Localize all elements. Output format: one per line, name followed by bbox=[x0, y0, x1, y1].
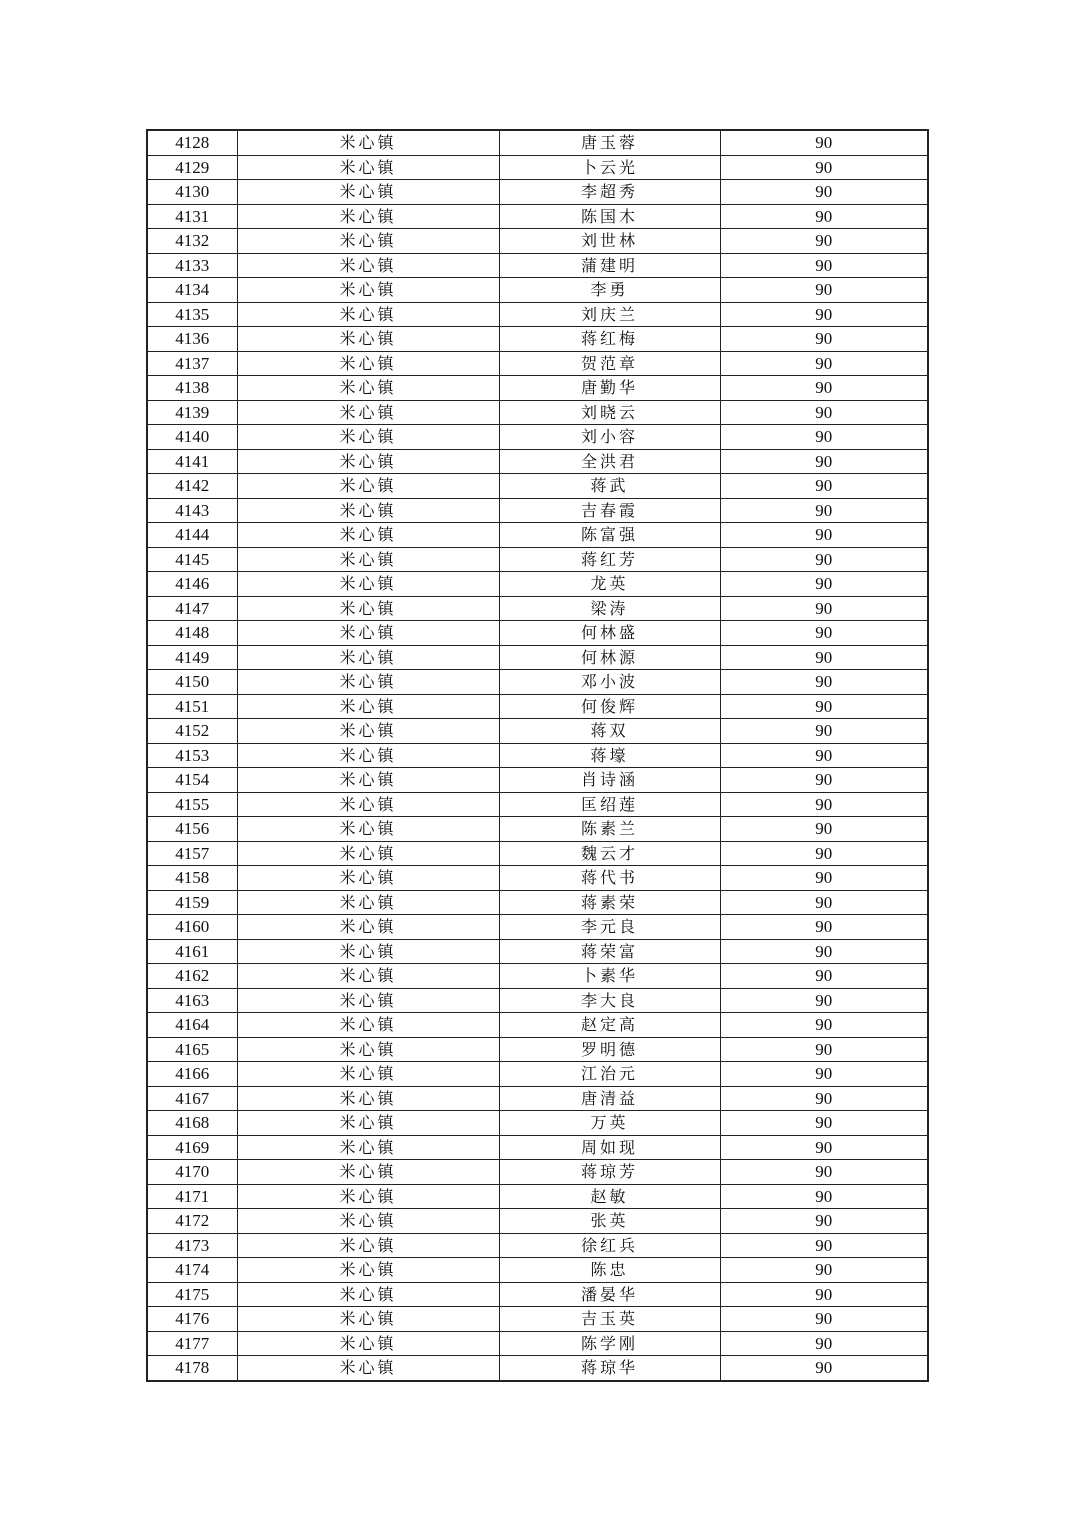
table-row bbox=[147, 376, 928, 401]
town-cell: 米心镇 bbox=[237, 596, 499, 621]
score-cell: 90 bbox=[720, 866, 928, 891]
table-row bbox=[147, 1013, 928, 1038]
town-cell: 米心镇 bbox=[237, 1062, 499, 1087]
row-number-cell: 4170 bbox=[147, 1160, 237, 1185]
person-name-cell: 刘世林 bbox=[499, 229, 720, 254]
person-name-cell: 蒲建明 bbox=[499, 253, 720, 278]
table-row bbox=[147, 498, 928, 523]
roster-table-body bbox=[147, 130, 928, 1381]
town-cell: 米心镇 bbox=[237, 817, 499, 842]
table-row bbox=[147, 1356, 928, 1381]
row-number-cell: 4156 bbox=[147, 817, 237, 842]
row-number-cell: 4146 bbox=[147, 572, 237, 597]
person-name-cell: 刘晓云 bbox=[499, 400, 720, 425]
score-cell: 90 bbox=[720, 572, 928, 597]
row-number-cell: 4149 bbox=[147, 645, 237, 670]
row-number-cell: 4128 bbox=[147, 130, 237, 155]
score-cell: 90 bbox=[720, 547, 928, 572]
table-row bbox=[147, 1209, 928, 1234]
table-row bbox=[147, 180, 928, 205]
table-row bbox=[147, 449, 928, 474]
row-number-cell: 4136 bbox=[147, 327, 237, 352]
person-name-cell: 赵敏 bbox=[499, 1184, 720, 1209]
score-cell: 90 bbox=[720, 939, 928, 964]
town-cell: 米心镇 bbox=[237, 988, 499, 1013]
row-number-cell: 4141 bbox=[147, 449, 237, 474]
score-cell: 90 bbox=[720, 400, 928, 425]
table-row bbox=[147, 302, 928, 327]
person-name-cell: 徐红兵 bbox=[499, 1233, 720, 1258]
town-cell: 米心镇 bbox=[237, 400, 499, 425]
person-name-cell: 吉玉英 bbox=[499, 1307, 720, 1332]
score-cell: 90 bbox=[720, 694, 928, 719]
person-name-cell: 何林源 bbox=[499, 645, 720, 670]
score-cell: 90 bbox=[720, 964, 928, 989]
town-cell: 米心镇 bbox=[237, 474, 499, 499]
score-cell: 90 bbox=[720, 1135, 928, 1160]
score-cell: 90 bbox=[720, 1062, 928, 1087]
row-number-cell: 4134 bbox=[147, 278, 237, 303]
row-number-cell: 4154 bbox=[147, 768, 237, 793]
table-row bbox=[147, 253, 928, 278]
table-row bbox=[147, 1258, 928, 1283]
person-name-cell: 蒋壕 bbox=[499, 743, 720, 768]
score-cell: 90 bbox=[720, 817, 928, 842]
table-row bbox=[147, 596, 928, 621]
row-number-cell: 4160 bbox=[147, 915, 237, 940]
table-row bbox=[147, 1111, 928, 1136]
row-number-cell: 4143 bbox=[147, 498, 237, 523]
score-cell: 90 bbox=[720, 743, 928, 768]
score-cell: 90 bbox=[720, 670, 928, 695]
score-cell: 90 bbox=[720, 155, 928, 180]
town-cell: 米心镇 bbox=[237, 792, 499, 817]
table-row bbox=[147, 866, 928, 891]
score-cell: 90 bbox=[720, 792, 928, 817]
person-name-cell: 匡绍莲 bbox=[499, 792, 720, 817]
row-number-cell: 4133 bbox=[147, 253, 237, 278]
person-name-cell: 蒋代书 bbox=[499, 866, 720, 891]
town-cell: 米心镇 bbox=[237, 841, 499, 866]
person-name-cell: 卜云光 bbox=[499, 155, 720, 180]
table-row bbox=[147, 1086, 928, 1111]
score-cell: 90 bbox=[720, 253, 928, 278]
town-cell: 米心镇 bbox=[237, 768, 499, 793]
row-number-cell: 4172 bbox=[147, 1209, 237, 1234]
person-name-cell: 陈学刚 bbox=[499, 1331, 720, 1356]
table-row bbox=[147, 939, 928, 964]
table-row bbox=[147, 1282, 928, 1307]
person-name-cell: 唐玉蓉 bbox=[499, 130, 720, 155]
person-name-cell: 万英 bbox=[499, 1111, 720, 1136]
person-name-cell: 陈忠 bbox=[499, 1258, 720, 1283]
town-cell: 米心镇 bbox=[237, 327, 499, 352]
score-cell: 90 bbox=[720, 1013, 928, 1038]
row-number-cell: 4173 bbox=[147, 1233, 237, 1258]
person-name-cell: 罗明德 bbox=[499, 1037, 720, 1062]
row-number-cell: 4167 bbox=[147, 1086, 237, 1111]
score-cell: 90 bbox=[720, 474, 928, 499]
row-number-cell: 4137 bbox=[147, 351, 237, 376]
score-cell: 90 bbox=[720, 596, 928, 621]
town-cell: 米心镇 bbox=[237, 449, 499, 474]
person-name-cell: 肖诗涵 bbox=[499, 768, 720, 793]
table-row bbox=[147, 327, 928, 352]
person-name-cell: 蒋武 bbox=[499, 474, 720, 499]
row-number-cell: 4168 bbox=[147, 1111, 237, 1136]
table-row bbox=[147, 547, 928, 572]
table-row bbox=[147, 1135, 928, 1160]
town-cell: 米心镇 bbox=[237, 1184, 499, 1209]
town-cell: 米心镇 bbox=[237, 866, 499, 891]
table-row bbox=[147, 743, 928, 768]
score-cell: 90 bbox=[720, 498, 928, 523]
person-name-cell: 蒋红梅 bbox=[499, 327, 720, 352]
row-number-cell: 4175 bbox=[147, 1282, 237, 1307]
row-number-cell: 4176 bbox=[147, 1307, 237, 1332]
town-cell: 米心镇 bbox=[237, 572, 499, 597]
score-cell: 90 bbox=[720, 130, 928, 155]
person-name-cell: 江治元 bbox=[499, 1062, 720, 1087]
row-number-cell: 4153 bbox=[147, 743, 237, 768]
row-number-cell: 4135 bbox=[147, 302, 237, 327]
row-number-cell: 4138 bbox=[147, 376, 237, 401]
score-cell: 90 bbox=[720, 1282, 928, 1307]
table-row bbox=[147, 1062, 928, 1087]
row-number-cell: 4159 bbox=[147, 890, 237, 915]
person-name-cell: 蒋琼华 bbox=[499, 1356, 720, 1381]
town-cell: 米心镇 bbox=[237, 743, 499, 768]
score-cell: 90 bbox=[720, 376, 928, 401]
table-row bbox=[147, 621, 928, 646]
score-cell: 90 bbox=[720, 278, 928, 303]
town-cell: 米心镇 bbox=[237, 1086, 499, 1111]
row-number-cell: 4164 bbox=[147, 1013, 237, 1038]
town-cell: 米心镇 bbox=[237, 890, 499, 915]
person-name-cell: 邓小波 bbox=[499, 670, 720, 695]
table-row bbox=[147, 400, 928, 425]
table-row bbox=[147, 204, 928, 229]
table-row bbox=[147, 792, 928, 817]
town-cell: 米心镇 bbox=[237, 376, 499, 401]
town-cell: 米心镇 bbox=[237, 1013, 499, 1038]
person-name-cell: 吉春霞 bbox=[499, 498, 720, 523]
table-row bbox=[147, 474, 928, 499]
row-number-cell: 4144 bbox=[147, 523, 237, 548]
row-number-cell: 4171 bbox=[147, 1184, 237, 1209]
score-cell: 90 bbox=[720, 1209, 928, 1234]
score-cell: 90 bbox=[720, 523, 928, 548]
table-row bbox=[147, 1184, 928, 1209]
score-cell: 90 bbox=[720, 1331, 928, 1356]
town-cell: 米心镇 bbox=[237, 621, 499, 646]
town-cell: 米心镇 bbox=[237, 1331, 499, 1356]
town-cell: 米心镇 bbox=[237, 302, 499, 327]
score-cell: 90 bbox=[720, 229, 928, 254]
person-name-cell: 蒋双 bbox=[499, 719, 720, 744]
table-row bbox=[147, 1037, 928, 1062]
person-name-cell: 唐勤华 bbox=[499, 376, 720, 401]
row-number-cell: 4130 bbox=[147, 180, 237, 205]
person-name-cell: 何俊辉 bbox=[499, 694, 720, 719]
row-number-cell: 4163 bbox=[147, 988, 237, 1013]
score-cell: 90 bbox=[720, 351, 928, 376]
person-name-cell: 梁涛 bbox=[499, 596, 720, 621]
town-cell: 米心镇 bbox=[237, 130, 499, 155]
table-row bbox=[147, 130, 928, 155]
score-cell: 90 bbox=[720, 1086, 928, 1111]
town-cell: 米心镇 bbox=[237, 1307, 499, 1332]
person-name-cell: 潘晏华 bbox=[499, 1282, 720, 1307]
person-name-cell: 李勇 bbox=[499, 278, 720, 303]
row-number-cell: 4147 bbox=[147, 596, 237, 621]
table-row bbox=[147, 278, 928, 303]
table-row bbox=[147, 1233, 928, 1258]
table-row bbox=[147, 1331, 928, 1356]
person-name-cell: 李超秀 bbox=[499, 180, 720, 205]
row-number-cell: 4162 bbox=[147, 964, 237, 989]
town-cell: 米心镇 bbox=[237, 180, 499, 205]
town-cell: 米心镇 bbox=[237, 278, 499, 303]
town-cell: 米心镇 bbox=[237, 1233, 499, 1258]
town-cell: 米心镇 bbox=[237, 425, 499, 450]
table-row bbox=[147, 964, 928, 989]
person-name-cell: 陈富强 bbox=[499, 523, 720, 548]
score-cell: 90 bbox=[720, 768, 928, 793]
town-cell: 米心镇 bbox=[237, 939, 499, 964]
town-cell: 米心镇 bbox=[237, 253, 499, 278]
table-row bbox=[147, 670, 928, 695]
person-name-cell: 蒋琼芳 bbox=[499, 1160, 720, 1185]
person-name-cell: 陈国木 bbox=[499, 204, 720, 229]
table-row bbox=[147, 694, 928, 719]
person-name-cell: 刘小容 bbox=[499, 425, 720, 450]
town-cell: 米心镇 bbox=[237, 694, 499, 719]
row-number-cell: 4139 bbox=[147, 400, 237, 425]
table-row bbox=[147, 817, 928, 842]
row-number-cell: 4145 bbox=[147, 547, 237, 572]
row-number-cell: 4174 bbox=[147, 1258, 237, 1283]
row-number-cell: 4161 bbox=[147, 939, 237, 964]
score-cell: 90 bbox=[720, 1160, 928, 1185]
table-row bbox=[147, 572, 928, 597]
table-row bbox=[147, 645, 928, 670]
person-name-cell: 卜素华 bbox=[499, 964, 720, 989]
town-cell: 米心镇 bbox=[237, 964, 499, 989]
score-cell: 90 bbox=[720, 645, 928, 670]
row-number-cell: 4157 bbox=[147, 841, 237, 866]
person-name-cell: 刘庆兰 bbox=[499, 302, 720, 327]
score-cell: 90 bbox=[720, 204, 928, 229]
score-cell: 90 bbox=[720, 327, 928, 352]
table-row bbox=[147, 1307, 928, 1332]
person-name-cell: 李元良 bbox=[499, 915, 720, 940]
person-name-cell: 全洪君 bbox=[499, 449, 720, 474]
row-number-cell: 4129 bbox=[147, 155, 237, 180]
row-number-cell: 4155 bbox=[147, 792, 237, 817]
person-name-cell: 龙英 bbox=[499, 572, 720, 597]
table-row bbox=[147, 425, 928, 450]
person-name-cell: 赵定高 bbox=[499, 1013, 720, 1038]
town-cell: 米心镇 bbox=[237, 1037, 499, 1062]
table-row bbox=[147, 155, 928, 180]
town-cell: 米心镇 bbox=[237, 1160, 499, 1185]
person-name-cell: 周如现 bbox=[499, 1135, 720, 1160]
row-number-cell: 4140 bbox=[147, 425, 237, 450]
score-cell: 90 bbox=[720, 1184, 928, 1209]
score-cell: 90 bbox=[720, 719, 928, 744]
roster-table bbox=[146, 129, 929, 1382]
person-name-cell: 蒋荣富 bbox=[499, 939, 720, 964]
table-row bbox=[147, 229, 928, 254]
row-number-cell: 4150 bbox=[147, 670, 237, 695]
score-cell: 90 bbox=[720, 915, 928, 940]
table-row bbox=[147, 988, 928, 1013]
score-cell: 90 bbox=[720, 302, 928, 327]
town-cell: 米心镇 bbox=[237, 1258, 499, 1283]
score-cell: 90 bbox=[720, 1258, 928, 1283]
row-number-cell: 4165 bbox=[147, 1037, 237, 1062]
row-number-cell: 4131 bbox=[147, 204, 237, 229]
table-row bbox=[147, 1160, 928, 1185]
town-cell: 米心镇 bbox=[237, 1111, 499, 1136]
row-number-cell: 4169 bbox=[147, 1135, 237, 1160]
table-row bbox=[147, 351, 928, 376]
row-number-cell: 4178 bbox=[147, 1356, 237, 1381]
row-number-cell: 4177 bbox=[147, 1331, 237, 1356]
score-cell: 90 bbox=[720, 890, 928, 915]
score-cell: 90 bbox=[720, 621, 928, 646]
table-row bbox=[147, 890, 928, 915]
table-row bbox=[147, 523, 928, 548]
town-cell: 米心镇 bbox=[237, 204, 499, 229]
person-name-cell: 蒋素荣 bbox=[499, 890, 720, 915]
score-cell: 90 bbox=[720, 1356, 928, 1381]
score-cell: 90 bbox=[720, 449, 928, 474]
table-row bbox=[147, 719, 928, 744]
score-cell: 90 bbox=[720, 1233, 928, 1258]
town-cell: 米心镇 bbox=[237, 1209, 499, 1234]
town-cell: 米心镇 bbox=[237, 670, 499, 695]
town-cell: 米心镇 bbox=[237, 523, 499, 548]
town-cell: 米心镇 bbox=[237, 229, 499, 254]
row-number-cell: 4151 bbox=[147, 694, 237, 719]
table-row bbox=[147, 915, 928, 940]
row-number-cell: 4142 bbox=[147, 474, 237, 499]
town-cell: 米心镇 bbox=[237, 351, 499, 376]
town-cell: 米心镇 bbox=[237, 498, 499, 523]
table-row bbox=[147, 768, 928, 793]
person-name-cell: 魏云才 bbox=[499, 841, 720, 866]
row-number-cell: 4132 bbox=[147, 229, 237, 254]
score-cell: 90 bbox=[720, 841, 928, 866]
row-number-cell: 4158 bbox=[147, 866, 237, 891]
town-cell: 米心镇 bbox=[237, 645, 499, 670]
row-number-cell: 4166 bbox=[147, 1062, 237, 1087]
town-cell: 米心镇 bbox=[237, 155, 499, 180]
table-row bbox=[147, 841, 928, 866]
person-name-cell: 何林盛 bbox=[499, 621, 720, 646]
score-cell: 90 bbox=[720, 1111, 928, 1136]
town-cell: 米心镇 bbox=[237, 1356, 499, 1381]
score-cell: 90 bbox=[720, 1037, 928, 1062]
person-name-cell: 陈素兰 bbox=[499, 817, 720, 842]
score-cell: 90 bbox=[720, 988, 928, 1013]
person-name-cell: 李大良 bbox=[499, 988, 720, 1013]
town-cell: 米心镇 bbox=[237, 1282, 499, 1307]
score-cell: 90 bbox=[720, 180, 928, 205]
row-number-cell: 4152 bbox=[147, 719, 237, 744]
score-cell: 90 bbox=[720, 1307, 928, 1332]
person-name-cell: 蒋红芳 bbox=[499, 547, 720, 572]
person-name-cell: 唐清益 bbox=[499, 1086, 720, 1111]
person-name-cell: 张英 bbox=[499, 1209, 720, 1234]
town-cell: 米心镇 bbox=[237, 719, 499, 744]
row-number-cell: 4148 bbox=[147, 621, 237, 646]
town-cell: 米心镇 bbox=[237, 915, 499, 940]
town-cell: 米心镇 bbox=[237, 547, 499, 572]
town-cell: 米心镇 bbox=[237, 1135, 499, 1160]
person-name-cell: 贺范章 bbox=[499, 351, 720, 376]
score-cell: 90 bbox=[720, 425, 928, 450]
